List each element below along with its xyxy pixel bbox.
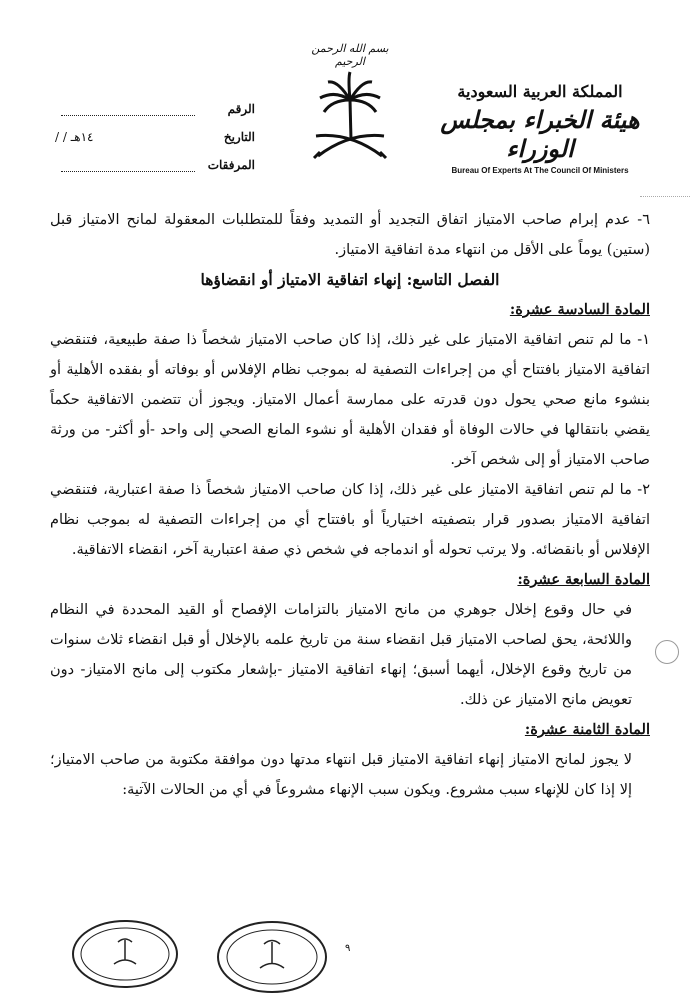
official-seal-left-icon [70,918,180,990]
ref-label: الرقم [227,102,255,116]
article-18-text: لا يجوز لمانح الامتياز إنهاء اتفاقية الامتياز قبل انتهاء مدتها دون موافقة مكتوبة من صاحب الامتياز؛ إلا إذا كان للإنهاء سبب مشروع. ويكون سبب الإنهاء مشروعاً في أي من الحالات الآتية: [50,752,632,798]
scan-artifact [640,196,690,197]
bureau-arabic-title: هيئة الخبراء بمجلس الوزراء [440,105,640,163]
article-17-title: المادة السابعة عشرة: [517,571,650,588]
basmala: بسم الله الرحمن الرحيم [311,42,389,68]
date-label: التاريخ [223,130,255,144]
ref-row [55,88,255,116]
ministry-block [420,82,660,175]
stamps-area [70,918,330,998]
kingdom-title: المملكة العربية السعودية [457,82,623,101]
article-16-item-2: ٢- ما لم تنص اتفاقية الامتياز على غير ذلك، إذا كان صاحب الامتياز شخصاً ذا صفة اعتبارية، فتنقضي اتفاقية الامتياز بصدور قرار بتصفيته اختيارياً أو بافتتاح أي من إجراءات التصفية له بموجب نظام الإفلاس أو بانقضائه. ولا يرتب تحوله أو اندماجه في شخص ذي صفة اعتبارية آخر، انقضاء الاتفاقية. [50,482,650,558]
page-number: ٩ [345,943,351,954]
margin-circle [655,640,679,664]
article-17-text: في حال وقوع إخلال جوهري من مانح الامتياز بالتزامات الإفصاح أو القيد المحددة في النظام واللائحة، يحق لصاحب الامتياز قبل انقضاء سنة من تاريخ علمه بالإخلال أو قبل انقضاء ثلاث سنوات من تاريخ وقوع الإخلال، أيهما أسبق؛ إنهاء اتفاقية الامتياز -بإشعار مكتوب إلى مانح الامتياز- دون تعويض مانح الامتياز عن ذلك. [50,602,632,708]
bureau-english-title: Bureau Of Experts At The Council Of Ministers [451,166,629,175]
attachments-row [55,144,255,172]
attachments-line [61,157,195,172]
attachments-label: المرفقات [207,158,255,172]
emblem-block [300,42,400,160]
article-18-title: المادة الثامنة عشرة: [524,721,650,738]
official-seal-right-icon [215,918,330,996]
ref-line [61,101,195,116]
article-16-title: المادة السادسة عشرة: [509,301,650,318]
document-body [50,205,650,805]
date-value: / / ١٤هـ [55,130,94,144]
date-row [55,116,255,144]
palm-swords-emblem-icon [310,70,390,160]
article-16-item-1: ١- ما لم تنص اتفاقية الامتياز على غير ذلك، إذا كان صاحب الامتياز شخصاً ذا صفة طبيعية، فتنقضي اتفاقية الامتياز بافتتاح أي من إجراءات التصفية له بموجب نظام الإفلاس أو بوفاته أو بفقده الأهلية أو بنشوء مانع صحي يحول دون قدرته على ممارسة أعمال الامتياز. ويجوز أن تتضمن الاتفاقية حكماً يقضي بانتقالها في حالات الوفاة أو فقدان الأهلية أو نشوء المانع الصحي إلى واحد -أو أكثر- من ورثة صاحب الامتياز أو إلى شخص آخر. [50,332,650,468]
chapter-heading: الفصل التاسع: إنهاء اتفاقية الامتياز أو انقضاؤها [200,270,500,289]
letterhead [0,0,700,175]
item-6: ٦- عدم إبرام صاحب الامتياز اتفاق التجديد أو التمديد وفقاً للمتطلبات المعقولة لمانح الامتياز قبل (ستين) يوماً على الأقل من انتهاء مدة اتفاقية الامتياز. [50,212,650,258]
reference-fields [55,88,255,172]
